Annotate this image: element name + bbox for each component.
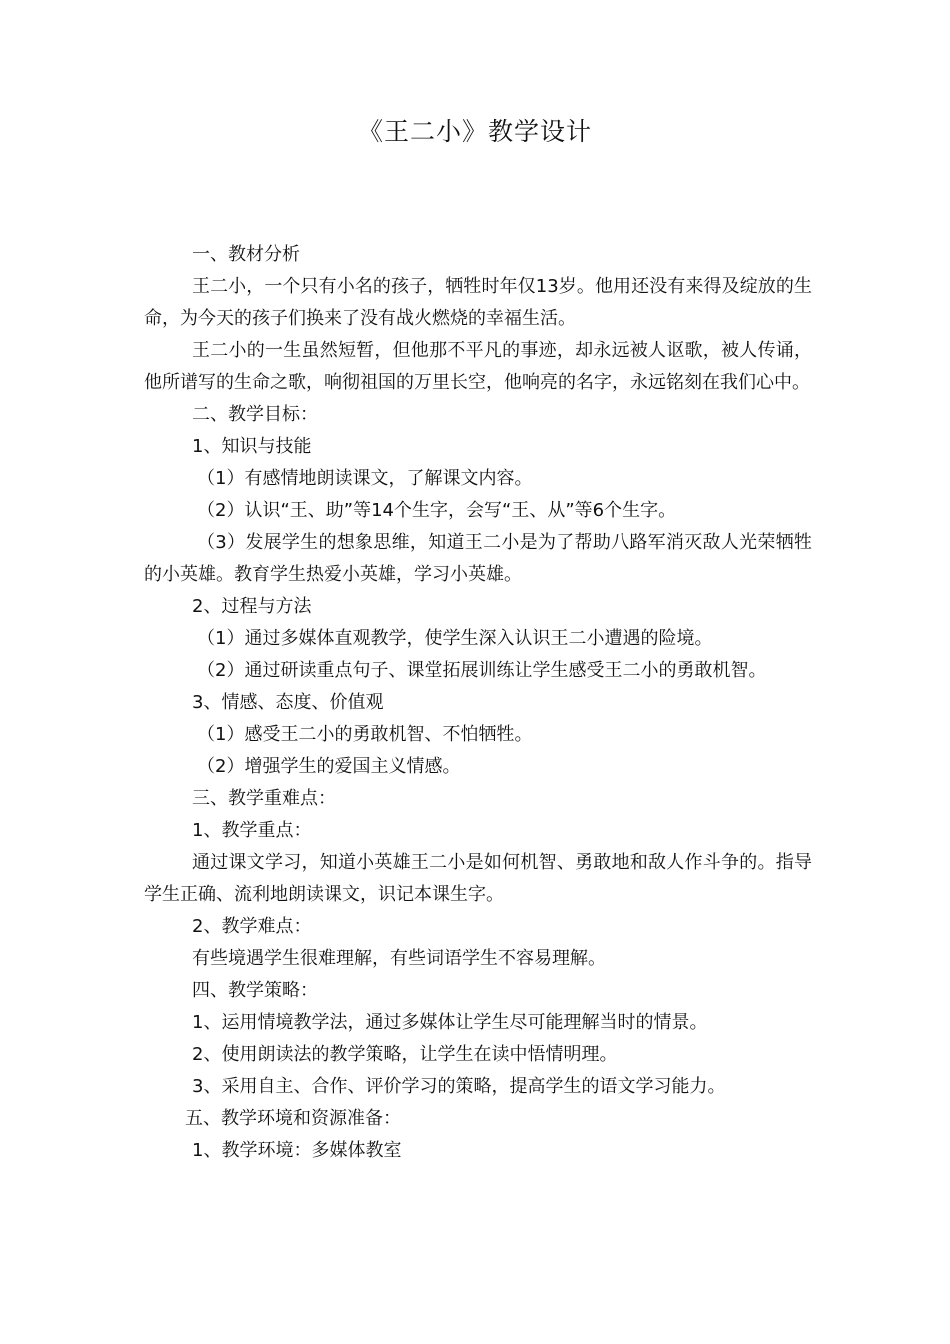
process-item-multimedia: （1）通过多媒体直观教学，使学生深入认识王二小遭遇的险境。	[197, 628, 713, 649]
strategy-item-situational: 1、运用情境教学法，通过多媒体让学生尽可能理解当时的情景。	[192, 1012, 708, 1033]
section-heading-materials: 一、教材分析	[192, 244, 300, 265]
section-heading-goals: 二、教学目标：	[192, 404, 318, 425]
goal-item-reading: （1）有感情地朗读课文，了解课文内容。	[197, 468, 533, 489]
document-title: 《王二小》教学设计	[357, 117, 592, 146]
emotion-item-courage: （1）感受王二小的勇敢机智、不怕牺牲。	[197, 724, 533, 745]
section-heading-key-points: 三、教学重难点：	[192, 788, 336, 809]
process-item-study: （2）通过研读重点句子、课堂拓展训练让学生感受王二小的勇敢机智。	[197, 660, 767, 681]
section-heading-environment: 五、教学环境和资源准备：	[185, 1108, 401, 1129]
key-focus-text: 通过课文学习，知道小英雄王二小是如何机智、勇敢地和敌人作斗争的。指导学生正确、流利地朗读课文，识记本课生字。	[144, 852, 812, 905]
subheading-difficulty: 2、教学难点：	[192, 916, 312, 937]
goal-item-characters: （2）认识“王、助”等14个生字，会写“王、从”等6个生字。	[197, 500, 677, 521]
subheading-emotion-values: 3、情感、态度、价值观	[192, 692, 384, 713]
emotion-item-patriotism: （2）增强学生的爱国主义情感。	[197, 756, 461, 777]
document-body	[144, 239, 812, 1167]
strategy-item-cooperative: 3、采用自主、合作、评价学习的策略，提高学生的语文学习能力。	[192, 1076, 726, 1097]
strategy-item-reading: 2、使用朗读法的教学策略，让学生在读中悟情明理。	[192, 1044, 618, 1065]
subheading-key-focus: 1、教学重点：	[192, 820, 312, 841]
section-heading-strategy: 四、教学策略：	[192, 980, 318, 1001]
subheading-process-methods: 2、过程与方法	[192, 596, 312, 617]
environment-item-classroom: 1、教学环境：多媒体教室	[192, 1140, 402, 1161]
subheading-knowledge-skills: 1、知识与技能	[192, 436, 312, 457]
goal-item-imagination: （3）发展学生的想象思维，知道王二小是为了帮助八路军消灭敌人光荣牺牲的小英雄。教育学生热爱小英雄，学习小英雄。	[144, 532, 812, 585]
paragraph-intro-2: 王二小的一生虽然短暂，但他那不平凡的事迹，却永远被人讴歌，被人传诵，他所谱写的生命之歌，响彻祖国的万里长空，他响亮的名字，永远铭刻在我们心中。	[144, 340, 812, 393]
paragraph-intro-1: 王二小，一个只有小名的孩子，牺牲时年仅13岁。他用还没有来得及绽放的生命，为今天的孩子们换来了没有战火燃烧的幸福生活。	[144, 276, 812, 329]
difficulty-text: 有些境遇学生很难理解，有些词语学生不容易理解。	[192, 948, 606, 969]
